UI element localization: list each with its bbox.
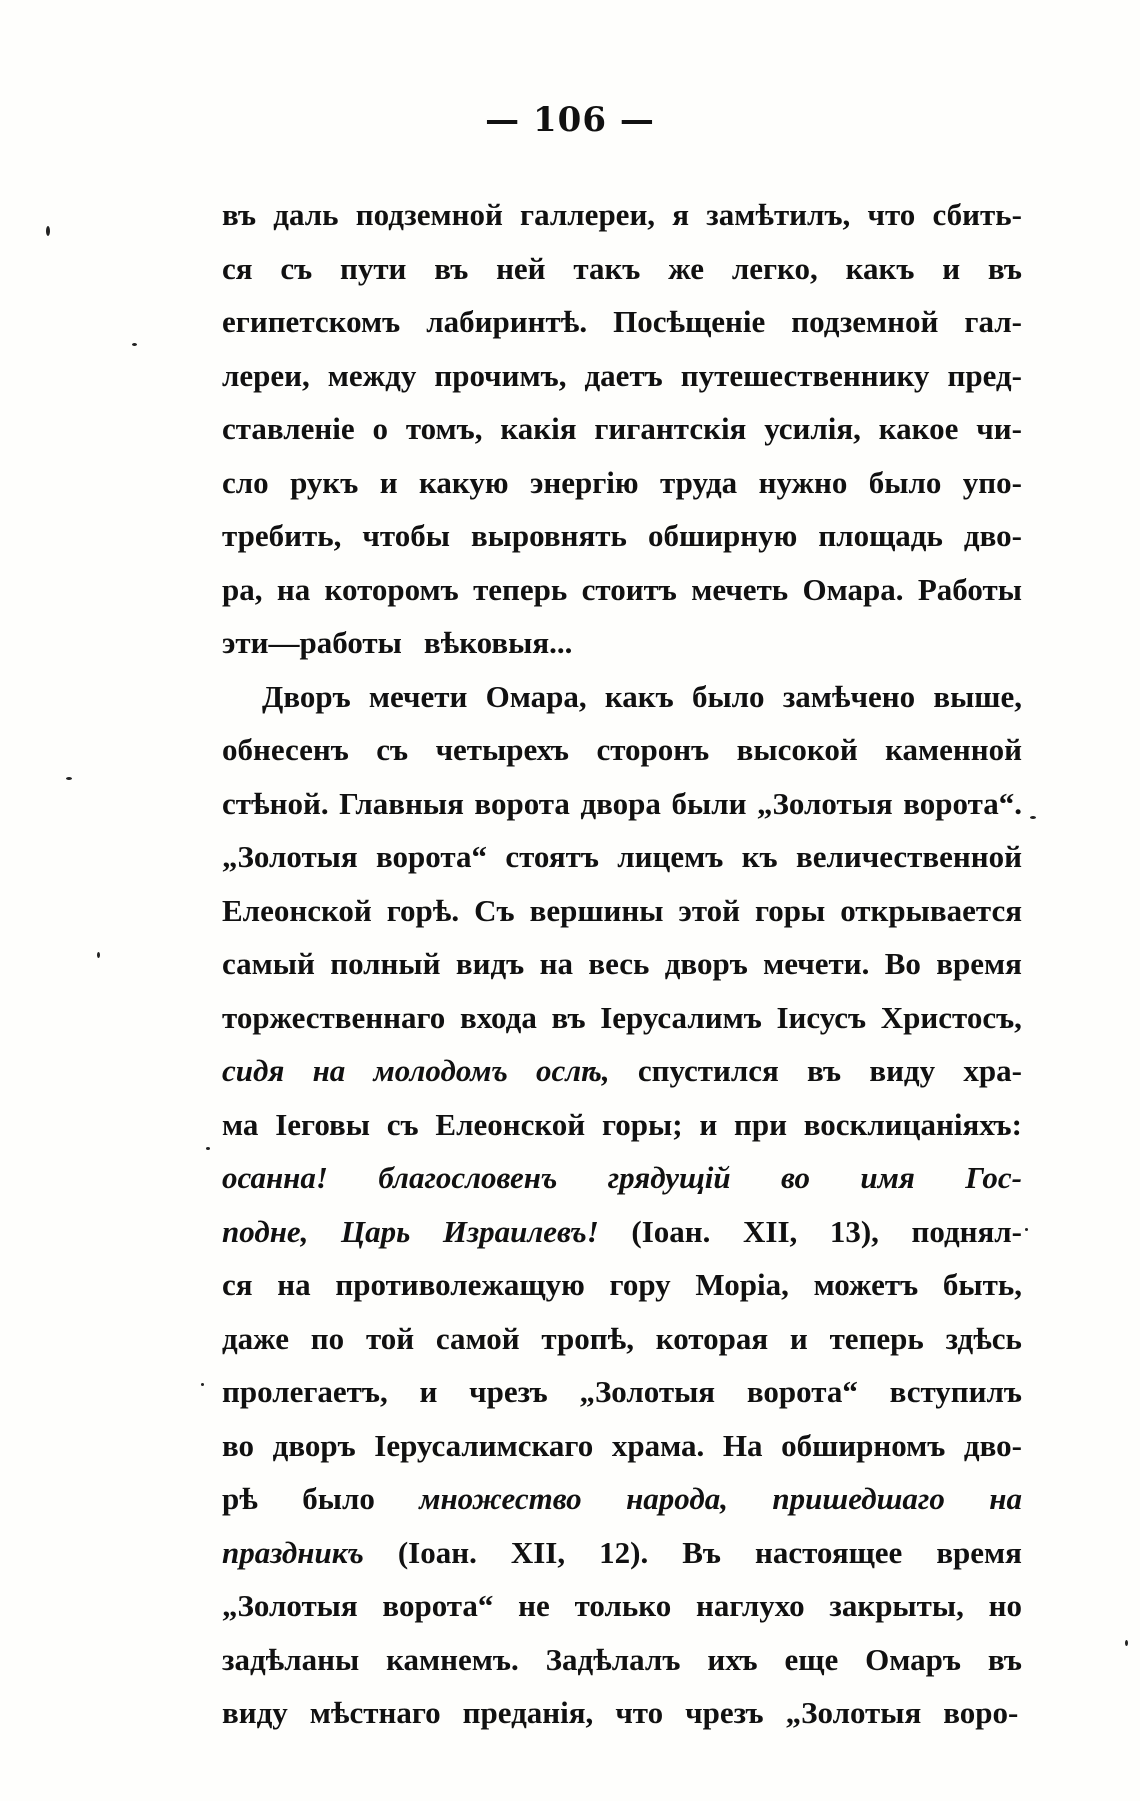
- word: XII,: [510, 1534, 566, 1570]
- word: мечеть: [691, 571, 789, 607]
- word: какъ: [845, 250, 915, 286]
- word: теперь: [473, 571, 568, 607]
- word: Іеговы: [275, 1106, 370, 1142]
- word: ворота“: [382, 1588, 494, 1623]
- word: этой: [678, 892, 740, 928]
- scan-speck: [46, 226, 50, 236]
- word: На: [722, 1427, 763, 1463]
- word: дво-: [963, 518, 1022, 553]
- word: чрезъ: [685, 1695, 764, 1730]
- word: ворота: [474, 785, 570, 821]
- word: ихъ: [707, 1641, 758, 1677]
- word: чи-: [976, 411, 1022, 446]
- word: какое: [878, 411, 959, 446]
- word: подземной: [355, 197, 503, 232]
- word: гигантскія: [594, 411, 747, 446]
- word: Главныя: [339, 785, 464, 821]
- word: Въ: [682, 1534, 721, 1570]
- word: Задѣлалъ: [545, 1641, 681, 1677]
- word: четырехъ: [435, 732, 570, 767]
- word: что: [867, 197, 916, 232]
- word: даетъ: [584, 357, 663, 393]
- body-text: [222, 188, 1022, 1740]
- word: замѣчено: [782, 678, 916, 714]
- word: ма: [222, 1106, 259, 1142]
- word: преданія,: [462, 1695, 594, 1730]
- italic-word: молодомъ: [373, 1053, 508, 1088]
- italic-word: на: [312, 1053, 346, 1088]
- word: какую: [419, 464, 509, 500]
- word: труда: [660, 464, 738, 500]
- word: видъ: [455, 946, 525, 981]
- text-line: [222, 1526, 1022, 1580]
- word: въ: [987, 250, 1022, 286]
- word: Работы: [917, 571, 1022, 607]
- word: и: [379, 464, 398, 500]
- word: „Золотыя: [222, 839, 358, 874]
- scan-speck: [66, 777, 72, 780]
- word: ся: [222, 1267, 253, 1302]
- text-line: [222, 1098, 1022, 1152]
- italic-word: Царь: [341, 1213, 411, 1249]
- text-line: [222, 1633, 1022, 1687]
- text-line: [222, 1044, 1022, 1098]
- scan-speck: [132, 343, 137, 346]
- word: на: [277, 1267, 311, 1302]
- word: горѣ.: [386, 892, 460, 928]
- text-line: [222, 616, 1022, 670]
- word: воро-: [943, 1695, 1019, 1730]
- word: даль: [273, 197, 339, 232]
- italic-word: Израилевъ!: [442, 1213, 599, 1249]
- word: виду: [869, 1053, 936, 1088]
- word: „Золотыя: [579, 1374, 716, 1409]
- word: путешественнику: [680, 357, 930, 393]
- word: было: [691, 678, 765, 714]
- text-line: [222, 563, 1022, 617]
- text-line: [222, 1312, 1022, 1366]
- word: ра,: [222, 571, 263, 607]
- word: Елеонской: [435, 1106, 586, 1142]
- text-line: [222, 1151, 1022, 1205]
- word: дворъ: [272, 1427, 356, 1463]
- word: весь: [588, 946, 650, 981]
- text-line: [222, 402, 1022, 456]
- word: были: [671, 785, 747, 821]
- text-line: [222, 1579, 1022, 1633]
- word: стоитъ: [581, 571, 677, 607]
- word: храма.: [611, 1427, 705, 1463]
- page-number: — 106 —: [485, 100, 655, 140]
- word: въ: [222, 197, 257, 232]
- word: легко,: [731, 250, 818, 286]
- word: мечети.: [763, 946, 870, 981]
- text-line: [222, 1365, 1022, 1419]
- word: къ: [741, 839, 778, 874]
- word: прочимъ,: [434, 357, 567, 393]
- word: стоятъ: [505, 839, 599, 874]
- word: ворота“.: [903, 785, 1022, 821]
- word: лабиринтѣ.: [426, 304, 588, 339]
- italic-word: имя: [860, 1160, 915, 1195]
- italic-word: множество: [419, 1481, 582, 1516]
- word: эти—работы: [222, 625, 402, 660]
- italic-word: грядущій: [607, 1160, 731, 1195]
- text-line: [222, 1258, 1022, 1312]
- word: лереи,: [222, 357, 310, 393]
- word: самой: [435, 1320, 520, 1356]
- text-line: [222, 349, 1022, 403]
- word: Во: [884, 946, 921, 981]
- word: Посѣщеніе: [613, 304, 766, 339]
- word: галлереи,: [520, 197, 656, 232]
- scan-speck: [206, 1147, 210, 1150]
- text-line: [222, 1472, 1022, 1526]
- italic-word: благословенъ: [378, 1160, 558, 1195]
- word: (Іоан.: [397, 1534, 477, 1570]
- word: площадь: [818, 518, 943, 553]
- word: въ: [551, 999, 586, 1035]
- word: что: [615, 1695, 664, 1730]
- word: съ: [386, 1106, 419, 1142]
- word: было: [302, 1481, 375, 1516]
- word: было: [868, 464, 942, 500]
- word: горы;: [601, 1106, 683, 1142]
- word: камнемъ.: [386, 1641, 519, 1677]
- word: 13),: [829, 1213, 879, 1249]
- word: Омара,: [485, 678, 587, 714]
- word: я: [672, 197, 690, 232]
- word: подземной: [791, 304, 939, 339]
- word: время: [936, 946, 1022, 981]
- word: сбить-: [932, 197, 1022, 232]
- word: самый: [222, 946, 315, 981]
- word: чтобы: [362, 518, 450, 553]
- text-line: [222, 295, 1022, 349]
- word: во: [222, 1427, 255, 1463]
- word: между: [327, 357, 417, 393]
- word: величественной: [795, 839, 1022, 874]
- italic-word: пришедшаго: [772, 1481, 945, 1516]
- word: двора: [580, 785, 661, 821]
- word: еще: [784, 1641, 839, 1677]
- word: высокой: [736, 732, 858, 767]
- word: вступилъ: [889, 1374, 1022, 1409]
- word: Христосъ,: [880, 999, 1022, 1035]
- text-line: [222, 1419, 1022, 1473]
- italic-word: праздникъ: [222, 1534, 364, 1570]
- word: энергію: [529, 464, 639, 500]
- word: Съ: [474, 892, 515, 928]
- word: „Золотыя: [222, 1588, 358, 1623]
- word: въ: [807, 1053, 842, 1088]
- italic-word: Гос-: [965, 1160, 1022, 1195]
- word: на: [539, 946, 573, 981]
- word: „Золотыя: [785, 1695, 922, 1730]
- word: обнесенъ: [222, 732, 349, 767]
- italic-word: сидя: [222, 1053, 285, 1088]
- word: Омаръ: [865, 1641, 961, 1677]
- word: пути: [339, 250, 407, 286]
- scan-speck: [97, 952, 100, 958]
- word: можетъ: [813, 1267, 919, 1302]
- word: которая: [655, 1320, 769, 1356]
- text-line: [222, 991, 1022, 1045]
- word: Омара.: [802, 571, 904, 607]
- word: каменной: [885, 732, 1022, 767]
- word: и: [789, 1320, 808, 1356]
- word: обширномъ: [781, 1427, 946, 1463]
- word: здѣсь: [945, 1320, 1022, 1356]
- word: вершины: [529, 892, 664, 928]
- word: Іисусъ: [776, 999, 867, 1035]
- word: въ: [987, 1641, 1022, 1677]
- word: тропѣ,: [541, 1320, 634, 1356]
- word: но: [988, 1588, 1022, 1623]
- word: время: [936, 1534, 1022, 1570]
- text-line: [222, 670, 1022, 724]
- word: входа: [459, 999, 537, 1035]
- word: упо-: [962, 464, 1022, 500]
- word: Іерусалимскаго: [374, 1427, 594, 1463]
- word: такъ: [573, 250, 641, 286]
- word: усилія,: [764, 411, 861, 446]
- word: дворъ: [664, 946, 748, 981]
- word: мѣстнаго: [309, 1695, 441, 1730]
- word: египетскомъ: [222, 304, 401, 339]
- word: Моріа,: [695, 1267, 789, 1302]
- word: лицемъ: [617, 839, 724, 874]
- word: горы: [754, 892, 826, 928]
- italic-word: во: [781, 1160, 810, 1195]
- word: рѣ: [222, 1481, 258, 1516]
- word: Елеонской: [222, 892, 372, 928]
- word: о: [372, 411, 388, 446]
- scan-speck: [201, 1383, 204, 1386]
- word: стѣной.: [222, 785, 329, 821]
- italic-word: на: [989, 1481, 1022, 1516]
- word: хра-: [963, 1053, 1022, 1088]
- word: поднял-: [911, 1213, 1022, 1249]
- word: и: [699, 1106, 718, 1142]
- word: противолежащую: [335, 1267, 585, 1302]
- text-line: [222, 723, 1022, 777]
- text-line: [222, 830, 1022, 884]
- word: вѣковыя...: [423, 625, 573, 660]
- word: 12).: [599, 1534, 649, 1570]
- word: пролегаетъ,: [222, 1374, 388, 1409]
- scan-speck: [1125, 1640, 1128, 1646]
- word: ней: [496, 250, 546, 286]
- word: сло: [222, 464, 269, 500]
- word: виду: [222, 1695, 288, 1730]
- word: какія: [500, 411, 577, 446]
- text-line: [222, 777, 1022, 831]
- word: не: [518, 1588, 550, 1623]
- italic-word: народа,: [626, 1481, 729, 1516]
- word: гал-: [964, 304, 1022, 339]
- text-line: [222, 456, 1022, 510]
- scan-speck: [1025, 1228, 1028, 1231]
- word: при: [733, 1106, 787, 1142]
- italic-word: осанна!: [222, 1160, 328, 1195]
- word: даже: [222, 1320, 290, 1356]
- word: Іерусалимъ: [600, 999, 762, 1035]
- text-line: [222, 509, 1022, 563]
- word: томъ,: [405, 411, 483, 446]
- word: нужно: [758, 464, 848, 500]
- word: только: [574, 1588, 672, 1623]
- word: и: [419, 1374, 438, 1409]
- word: замѣтилъ,: [706, 197, 851, 232]
- text-line: [222, 188, 1022, 242]
- word: и: [942, 250, 961, 286]
- word: ворота“: [376, 839, 487, 874]
- word: XII,: [743, 1213, 798, 1249]
- word: обширную: [647, 518, 798, 553]
- scan-speck: [1030, 816, 1036, 819]
- word: въ: [434, 250, 469, 286]
- word: по: [310, 1320, 345, 1356]
- word: восклицаніяхъ:: [803, 1106, 1022, 1142]
- text-line: [222, 884, 1022, 938]
- word: открывается: [840, 892, 1022, 928]
- word: какъ: [604, 678, 674, 714]
- word: пред-: [947, 357, 1022, 393]
- word: „Золотыя: [757, 785, 893, 821]
- word: наглухо: [696, 1588, 805, 1623]
- word: быть,: [942, 1267, 1022, 1302]
- word: (Іоан.: [631, 1213, 711, 1249]
- word: полный: [330, 946, 441, 981]
- word: съ: [280, 250, 313, 286]
- word: требить,: [222, 518, 342, 553]
- italic-word: ослѣ,: [536, 1053, 610, 1088]
- text-line: [222, 242, 1022, 296]
- word: Дворъ: [262, 678, 351, 714]
- word: ставленіе: [222, 411, 355, 446]
- italic-word: подне,: [222, 1213, 309, 1249]
- text-line: [222, 1205, 1022, 1259]
- word: ся: [222, 250, 253, 286]
- word: сторонъ: [596, 732, 710, 767]
- word: рукъ: [290, 464, 359, 500]
- word: чрезъ: [469, 1374, 548, 1409]
- word: задѣланы: [222, 1641, 360, 1677]
- word: дво-: [963, 1427, 1022, 1463]
- word: выше,: [933, 678, 1022, 714]
- word: закрыты,: [829, 1588, 964, 1623]
- word: же: [668, 250, 705, 286]
- word: настоящее: [754, 1534, 903, 1570]
- word: ворота“: [746, 1374, 858, 1409]
- word: гору: [609, 1267, 671, 1302]
- word: той: [365, 1320, 415, 1356]
- word: спустился: [637, 1053, 779, 1088]
- word: которомъ: [324, 571, 459, 607]
- word: теперь: [829, 1320, 924, 1356]
- word: торжественнаго: [222, 999, 446, 1035]
- text-line: [222, 937, 1022, 991]
- word: на: [276, 571, 311, 607]
- word: съ: [376, 732, 409, 767]
- word: мечети: [368, 678, 468, 714]
- text-line: [222, 1686, 1022, 1740]
- word: выровнять: [470, 518, 627, 553]
